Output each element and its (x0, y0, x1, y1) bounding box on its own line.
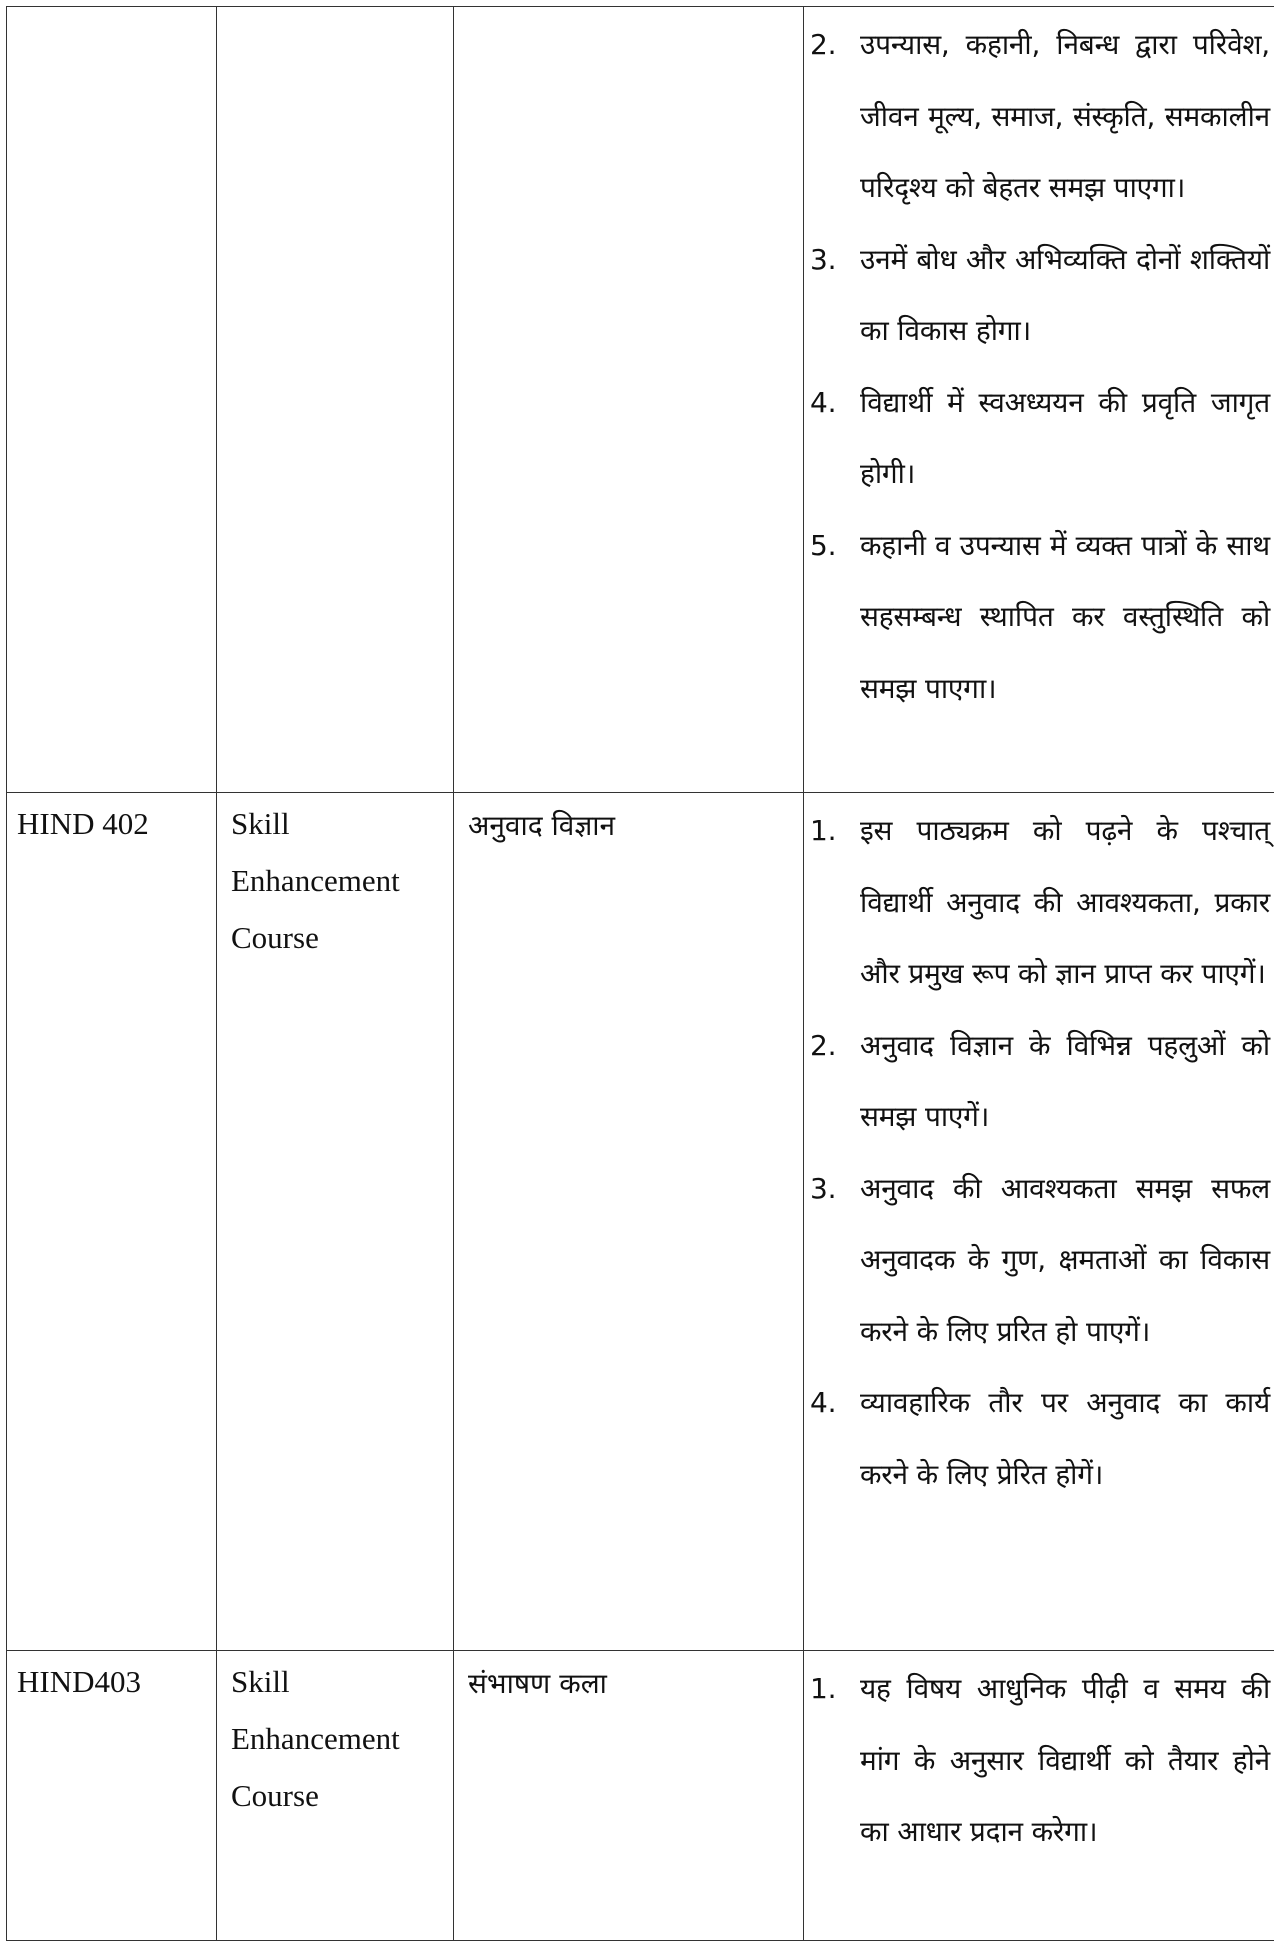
outcome-number: 1. (810, 814, 837, 847)
outcome-number: 5. (810, 528, 837, 562)
outcome-text: इस पाठ्यक्रम को पढ़ने के पश्चात् विद्यार्थी अनुवाद की आवश्यकता, प्रकार और प्रमुख रूप को ज्ञान प्राप्त कर पाएगें। (860, 814, 1270, 990)
outcome-number: 2. (810, 1028, 837, 1062)
outcome-number: 4. (810, 385, 837, 419)
outcome-text: उनमें बोध और अभिव्यक्ति दोनों शक्तियों का विकास होगा। (860, 242, 1270, 347)
course-type: Skill Enhancement Course (231, 806, 400, 955)
outcome-text: व्यावहारिक तौर पर अनुवाद का कार्य करने के लिए प्रेरित होगें। (860, 1386, 1270, 1491)
outcome-item (810, 224, 1270, 367)
outcome-item (810, 795, 1270, 1010)
outcomes-list (804, 7, 1274, 724)
outcome-item (810, 1153, 1270, 1368)
outcome-text: यह विषय आधुनिक पीढ़ी व समय की मांग के अनुसार विद्यार्थी को तैयार होने का आधार प्रदान करेगा। (860, 1672, 1270, 1848)
course-code-cell (7, 1651, 217, 1941)
outcome-item (810, 9, 1270, 224)
outcome-text: अनुवाद विज्ञान के विभिन्न पहलुओं को समझ पाएगें। (860, 1028, 1270, 1133)
outcome-item (810, 1010, 1270, 1153)
course-title-cell (454, 7, 804, 793)
outcome-number: 3. (810, 242, 837, 276)
outcomes-list (804, 1651, 1274, 1868)
course-type: Skill Enhancement Course (231, 1664, 400, 1813)
course-code-cell (7, 7, 217, 793)
course-code-cell (7, 793, 217, 1651)
outcome-number: 2. (810, 28, 837, 61)
table-row (7, 1651, 1274, 1941)
outcome-number: 4. (810, 1386, 837, 1419)
course-title: संभाषण कला (468, 1667, 607, 1700)
course-title-cell (454, 1651, 804, 1941)
course-outcomes-cell (804, 7, 1274, 793)
table-row (7, 793, 1274, 1651)
outcome-number: 1. (810, 1672, 837, 1705)
outcome-item (810, 1367, 1270, 1510)
outcome-item (810, 367, 1270, 510)
course-code: HIND403 (17, 1664, 141, 1699)
course-type-cell (217, 1651, 454, 1941)
table-row (7, 7, 1274, 793)
outcome-item (810, 1653, 1270, 1868)
course-type-cell (217, 7, 454, 793)
outcomes-list (804, 793, 1274, 1510)
outcome-number: 3. (810, 1171, 837, 1205)
course-title: अनुवाद विज्ञान (468, 809, 616, 842)
outcome-text: उपन्यास, कहानी, निबन्ध द्वारा परिवेश, जीवन मूल्य, समाज, संस्कृति, समकालीन परिदृश्य को बेहतर समझ पाएगा। (860, 28, 1270, 204)
course-outcomes-cell (804, 793, 1274, 1651)
course-title-cell (454, 793, 804, 1651)
course-outcomes-cell (804, 1651, 1274, 1941)
course-code: HIND 402 (17, 806, 149, 841)
course-type-cell (217, 793, 454, 1651)
outcome-text: अनुवाद की आवश्यकता समझ सफल अनुवादक के गुण, क्षमताओं का विकास करने के लिए प्ररित हो पाएगें। (860, 1171, 1270, 1348)
outcome-item (810, 510, 1270, 725)
course-outcomes-table (6, 6, 1274, 1941)
outcome-text: कहानी व उपन्यास में व्यक्त पात्रों के साथ सहसम्बन्ध स्थापित कर वस्तुस्थिति को समझ पाएगा। (860, 528, 1270, 705)
outcome-text: विद्यार्थी में स्वअध्ययन की प्रवृति जागृत होगी। (860, 385, 1270, 490)
